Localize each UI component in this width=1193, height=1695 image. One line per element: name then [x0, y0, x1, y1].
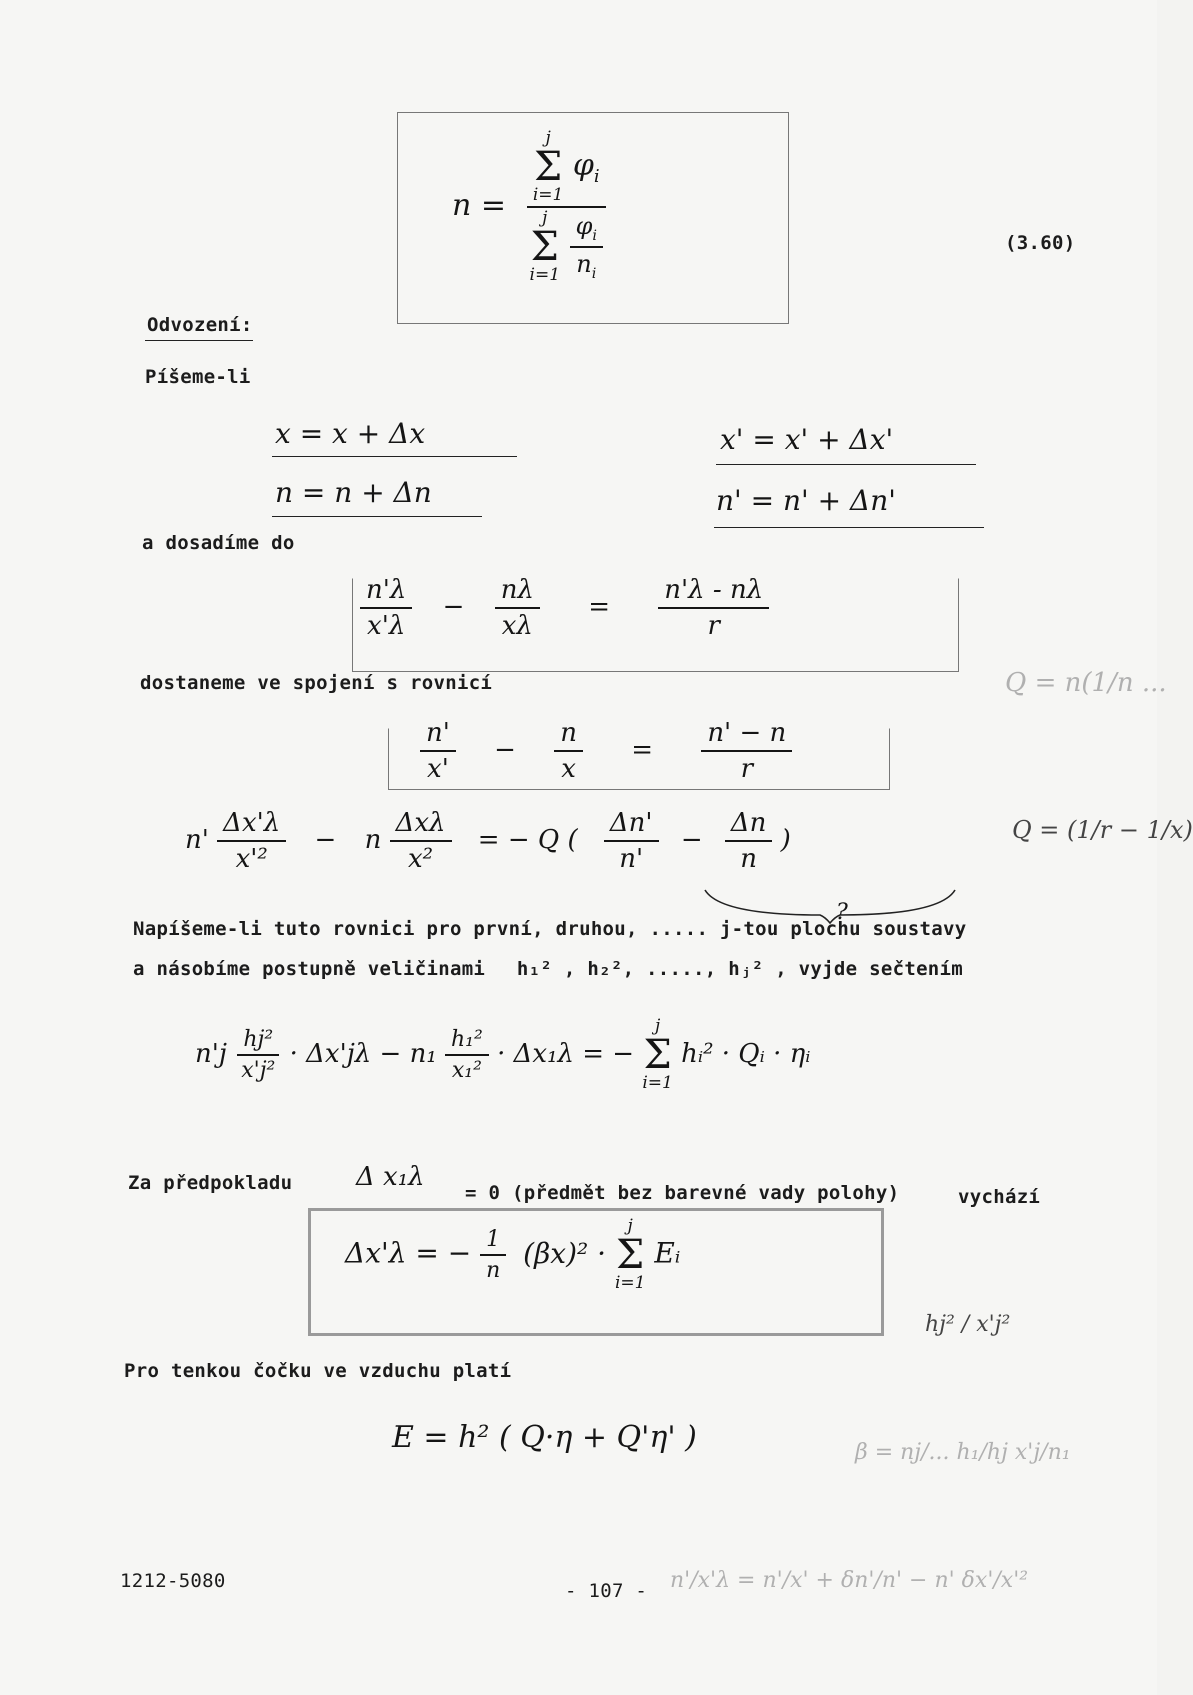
text-a-dosadime: a dosadíme do — [142, 532, 295, 554]
margin-note-1: Q = n(1/n ... — [1005, 668, 1167, 698]
main-numerator: j Σ i=1 $\varphi_i$ — [527, 130, 606, 208]
sum-symbol: j Σ i=1 — [642, 1016, 673, 1093]
text-napiseme-line1: Napíšeme-li tuto rovnici pro první, druhou, ..... j-tou plochu soustavy — [133, 918, 967, 940]
def-xp: x' = x' + Δx' — [720, 423, 894, 456]
text-za-predpokladu: Za předpokladu — [128, 1172, 293, 1194]
equation-number: (3.60) — [1005, 232, 1076, 254]
text-vychazi: vychází — [958, 1186, 1041, 1208]
main-denominator: j Σ i=1 $\frac{\varphi_i}{n_i}$ — [524, 208, 609, 284]
summation-equation: n'j $\frac{\text{hj²}}{\text{x'j²}}$ · Δx'jλ − n₁ $\frac{\text{h₁²}}{\text{x₁²}}$ · Δx₁λ = − j Σ i=1 hᵢ² · Qᵢ · ηᵢ — [195, 1016, 811, 1093]
document-code: 1212-5080 — [120, 1570, 226, 1592]
heading-underline — [145, 340, 253, 341]
result-formula: Δx'λ = − $\frac{1}{n}$ (βx)² · j Σ i=1 Eᵢ — [345, 1216, 681, 1293]
h-list: h₁² , h₂², ....., hⱼ² — [516, 958, 764, 980]
margin-note-5: n'/x'λ = n'/x' + δn'/n' − n' δx'/x'² — [670, 1568, 1029, 1593]
text-dostaneme: dostaneme ve spojení s rovnicí — [140, 672, 493, 694]
text-za-condition: = 0 (předmět bez barevné vady polohy) — [465, 1182, 900, 1204]
main-formula — [452, 130, 609, 284]
sum-symbol: j Σ i=1 — [529, 208, 561, 285]
def-np: n' = n' + Δn' — [716, 484, 896, 517]
delta-x1-lambda: Δ x₁λ — [356, 1162, 425, 1192]
main-lhs: n = — [452, 188, 506, 223]
sum-symbol: j Σ i=1 — [532, 128, 564, 205]
abbe-plain-equation: $\frac{n'}{x'}$ − $\frac{n}{x}$ = $\frac{n' - n}{r}$ — [420, 718, 792, 784]
margin-note-2: Q = (1/r − 1/x) — [1012, 816, 1193, 844]
def-n-underline — [272, 516, 482, 517]
text-piseme-li: Píšeme-li — [145, 366, 251, 388]
differential-equation: n' $\frac{\Delta x'\lambda}{\text{x'²}}$ − n $\frac{\text{Δxλ}}{\text{x²}}$ = − Q ( $\frac{\Delta n'}{n'}$ − $\frac{\Delta n}{n}$ ) — [185, 808, 791, 874]
main-fraction — [524, 130, 609, 284]
question-mark: ? — [836, 900, 848, 925]
def-x: x = x + Δx — [275, 417, 426, 450]
page-number: - 107 - — [565, 1580, 648, 1602]
def-x-underline — [272, 456, 517, 457]
text-napiseme-line2: a násobíme postupně veličinami h₁² , h₂², ....., hⱼ² , vyjde sečtením — [133, 958, 964, 980]
thin-lens-formula: E = h² ( Q·η + Q'η' ) — [392, 1420, 697, 1455]
sum-symbol: j Σ i=1 — [614, 1216, 646, 1293]
margin-note-3: hj² / x'j² — [925, 1312, 1011, 1337]
margin-note-4: β = nj/... h₁/hj x'j/n₁ — [855, 1440, 1071, 1465]
def-np-underline — [714, 527, 984, 528]
text-pro-tenkou: Pro tenkou čočku ve vzduchu platí — [124, 1360, 512, 1382]
heading-odvozeni: Odvození: — [147, 314, 253, 336]
abbe-lambda-equation: $\frac{n'\lambda}{x'\lambda}$ − $\frac{n\lambda}{x\lambda}$ = $\frac{n'\lambda - n\lambda}{r}$ — [360, 575, 769, 641]
def-xp-underline — [716, 464, 976, 465]
def-n: n = n + Δn — [275, 476, 432, 509]
